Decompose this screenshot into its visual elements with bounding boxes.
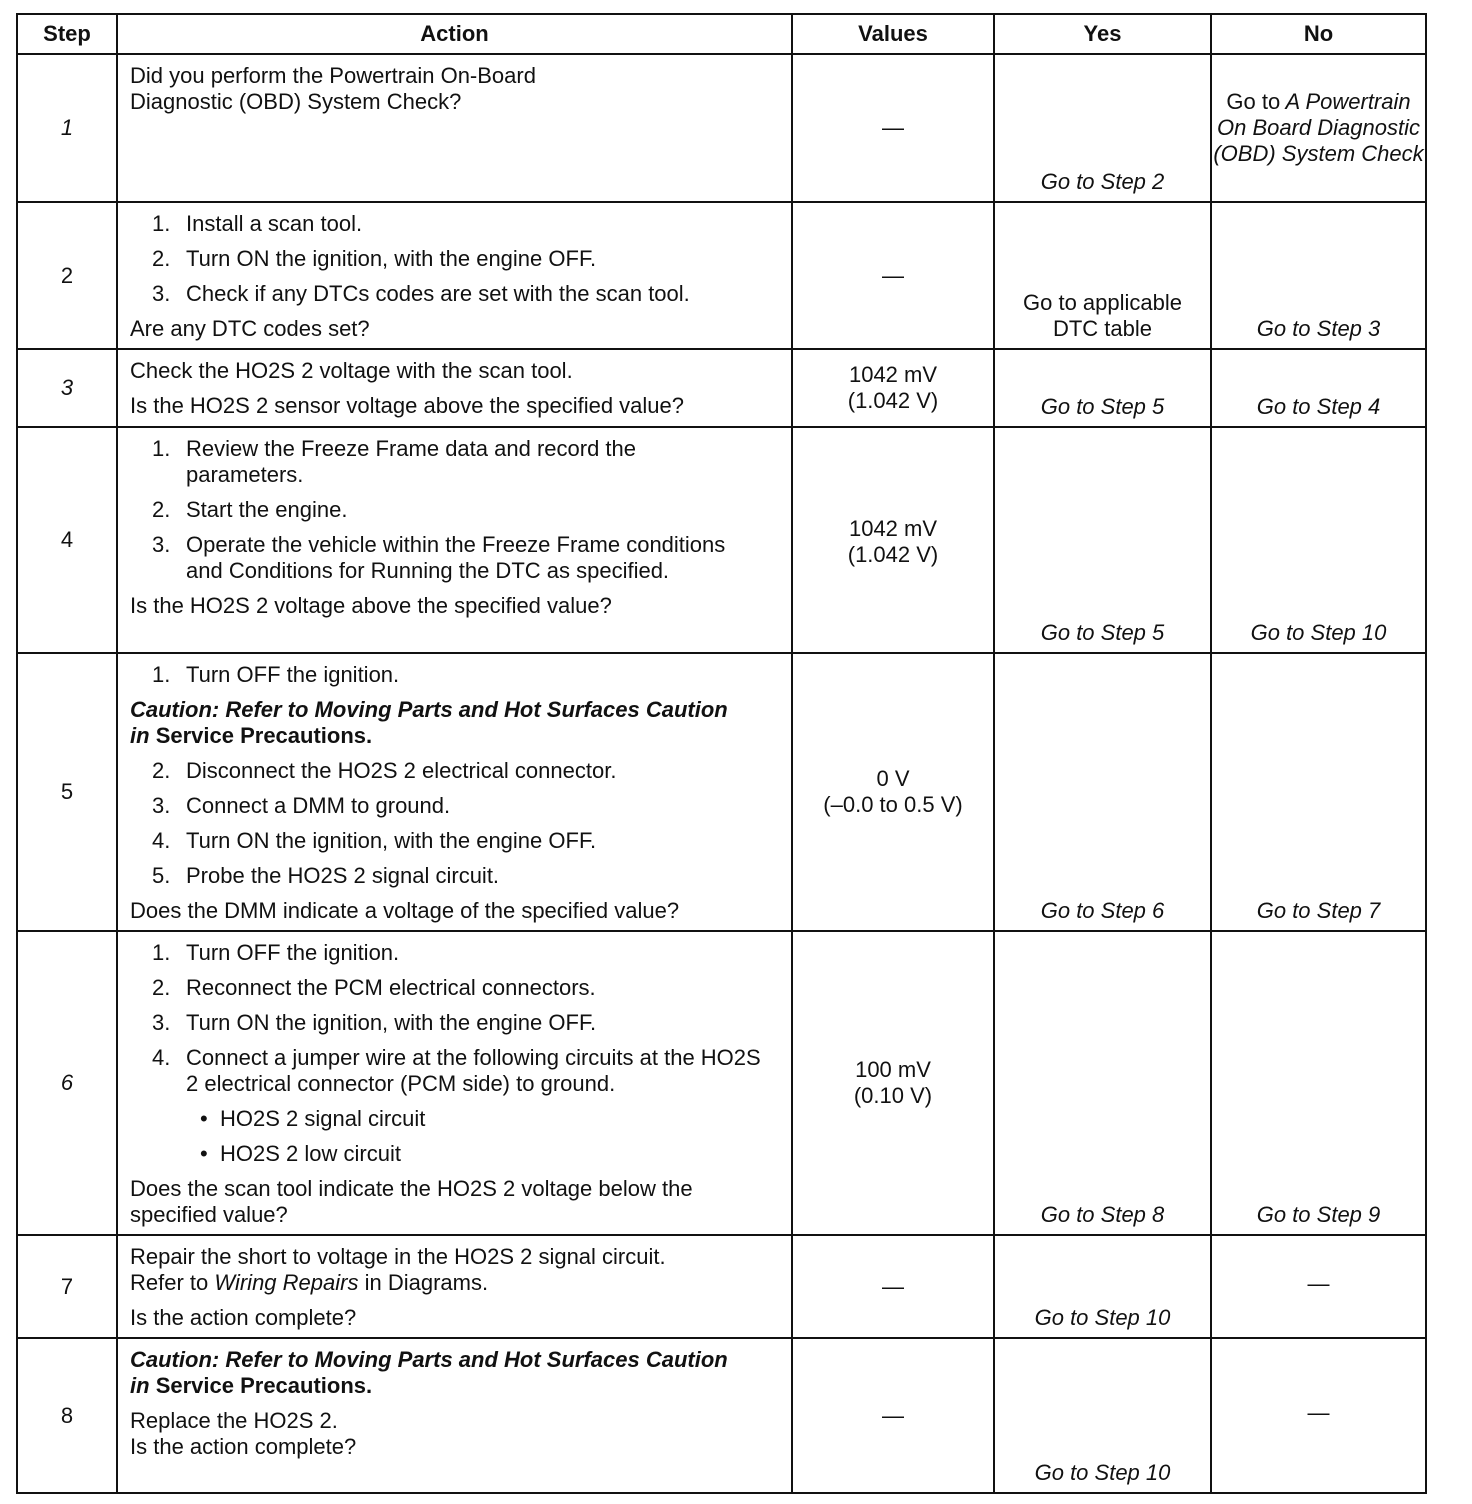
table-row (17, 1338, 1426, 1493)
value-primary: 1042 mV (848, 516, 938, 541)
value-cell (792, 653, 994, 931)
no-cell: Go to Step 9 (1211, 931, 1426, 1235)
action-text: Check the HO2S 2 voltage with the scan tool. (130, 358, 573, 383)
action-cell (117, 653, 792, 931)
value-cell (792, 1338, 994, 1493)
value-dash: — (882, 115, 904, 140)
step-number: 6 (17, 931, 117, 1235)
header-row (17, 14, 1426, 54)
no-cell: Go to Step 4 (1211, 349, 1426, 427)
list-item: 1. Turn OFF the ignition. (152, 940, 400, 965)
value-cell (792, 202, 994, 349)
no-cell: Go to Step 7 (1211, 653, 1426, 931)
yes-cell: Go to Step 5 (994, 349, 1211, 427)
value-primary: 1042 mV (848, 362, 938, 387)
no-cell (1211, 54, 1426, 202)
table-row (17, 54, 1426, 202)
bullet-item: • HO2S 2 signal circuit (200, 1106, 426, 1131)
table-row (17, 1235, 1426, 1338)
value-primary: 100 mV (855, 1057, 931, 1082)
caution-note: Caution: Refer to Moving Parts and Hot Surfaces Caution in Service Precautions. (130, 697, 728, 748)
list-item: 1. Review the Freeze Frame data and record the parameters. (152, 436, 637, 487)
yes-cell: Go to Step 8 (994, 931, 1211, 1235)
value-cell (792, 349, 994, 427)
yes-cell: Go to Step 6 (994, 653, 1211, 931)
action-cell (117, 1338, 792, 1493)
no-prefix: Go to (1226, 89, 1281, 114)
value-secondary: (0.10 V) (853, 1083, 933, 1108)
value-secondary: (1.042 V) (847, 542, 939, 567)
yes-cell: Go to Step 5 (994, 427, 1211, 653)
list-item: 1. Turn OFF the ignition. (152, 662, 400, 687)
action-cell (117, 1235, 792, 1338)
step-number: 7 (17, 1235, 117, 1338)
action-question: Are any DTC codes set? (130, 316, 370, 341)
value-cell (792, 427, 994, 653)
list-item: 2. Turn ON the ignition, with the engine OFF. (152, 246, 597, 271)
list-item: 3. Operate the vehicle within the Freeze Frame conditions and Conditions for Running the DTC as specified. (152, 532, 726, 583)
value-dash: — (882, 1402, 904, 1428)
header-action: Action (117, 14, 792, 54)
value-cell (792, 1235, 994, 1338)
action-text: Did you perform the Powertrain On-Board Diagnostic (OBD) System Check? (130, 63, 536, 114)
list-item: 4. Connect a jumper wire at the following circuits at the HO2S 2 electrical connector (PCM side) to ground. (152, 1045, 761, 1096)
step-number: 4 (17, 427, 117, 653)
yes-cell: Go to Step 10 (994, 1235, 1211, 1338)
list-item: 2. Reconnect the PCM electrical connectors. (152, 975, 596, 1000)
action-cell (117, 349, 792, 427)
action-text: Repair the short to voltage in the HO2S 2 signal circuit. (130, 1244, 666, 1269)
value-dash: — (882, 1273, 904, 1299)
value-secondary: (1.042 V) (847, 388, 939, 413)
action-question: Is the HO2S 2 sensor voltage above the specified value? (130, 393, 685, 418)
value-dash: — (882, 262, 904, 288)
action-cell (117, 427, 792, 653)
list-item: 1. Install a scan tool. (152, 211, 363, 236)
step-number: 2 (17, 202, 117, 349)
list-item: 3. Check if any DTCs codes are set with the scan tool. (152, 281, 690, 306)
caution-note: Caution: Refer to Moving Parts and Hot Surfaces Caution in Service Precautions. (130, 1347, 728, 1398)
value-cell (792, 54, 994, 202)
action-text: Replace the HO2S 2. (130, 1408, 338, 1433)
list-item: 3. Connect a DMM to ground. (152, 793, 451, 818)
yes-cell: Go to Step 2 (994, 54, 1211, 202)
diagnostic-table (16, 13, 1427, 1494)
table-row (17, 202, 1426, 349)
action-question: Is the action complete? (130, 1434, 357, 1459)
action-question: Is the action complete? (130, 1305, 357, 1330)
header-values: Values (792, 14, 994, 54)
value-primary: 0 V (876, 766, 910, 791)
table-row (17, 931, 1426, 1235)
list-item: 5. Probe the HO2S 2 signal circuit. (152, 863, 500, 888)
yes-cell: Go to Step 10 (994, 1338, 1211, 1493)
action-question: Does the scan tool indicate the HO2S 2 voltage below the specified value? (130, 1176, 693, 1227)
step-number: 1 (17, 54, 117, 202)
action-cell (117, 54, 792, 202)
no-cell: — (1211, 1338, 1426, 1493)
header-yes: Yes (994, 14, 1211, 54)
table-row (17, 427, 1426, 653)
action-reference: Refer to Wiring Repairs in Diagrams. (130, 1270, 489, 1295)
table-row (17, 349, 1426, 427)
action-cell (117, 202, 792, 349)
table-row (17, 653, 1426, 931)
no-cell: Go to Step 10 (1211, 427, 1426, 653)
header-no: No (1211, 14, 1426, 54)
action-question: Is the HO2S 2 voltage above the specified value? (130, 593, 612, 618)
header-step: Step (17, 14, 117, 54)
action-question: Does the DMM indicate a voltage of the specified value? (130, 898, 680, 923)
no-reference: A Powertrain On Board Diagnostic (OBD) System Check (1213, 89, 1424, 166)
step-number: 3 (17, 349, 117, 427)
action-cell (117, 931, 792, 1235)
step-number: 8 (17, 1338, 117, 1493)
bullet-item: • HO2S 2 low circuit (200, 1141, 401, 1166)
value-cell (792, 931, 994, 1235)
list-item: 3. Turn ON the ignition, with the engine OFF. (152, 1010, 597, 1035)
value-secondary: (–0.0 to 0.5 V) (823, 792, 963, 817)
no-cell: Go to Step 3 (1211, 202, 1426, 349)
step-number: 5 (17, 653, 117, 931)
no-cell: — (1211, 1235, 1426, 1338)
list-item: 2. Start the engine. (152, 497, 348, 522)
yes-cell: Go to applicable DTC table (994, 202, 1211, 349)
list-item: 4. Turn ON the ignition, with the engine OFF. (152, 828, 597, 853)
list-item: 2. Disconnect the HO2S 2 electrical connector. (152, 758, 617, 783)
